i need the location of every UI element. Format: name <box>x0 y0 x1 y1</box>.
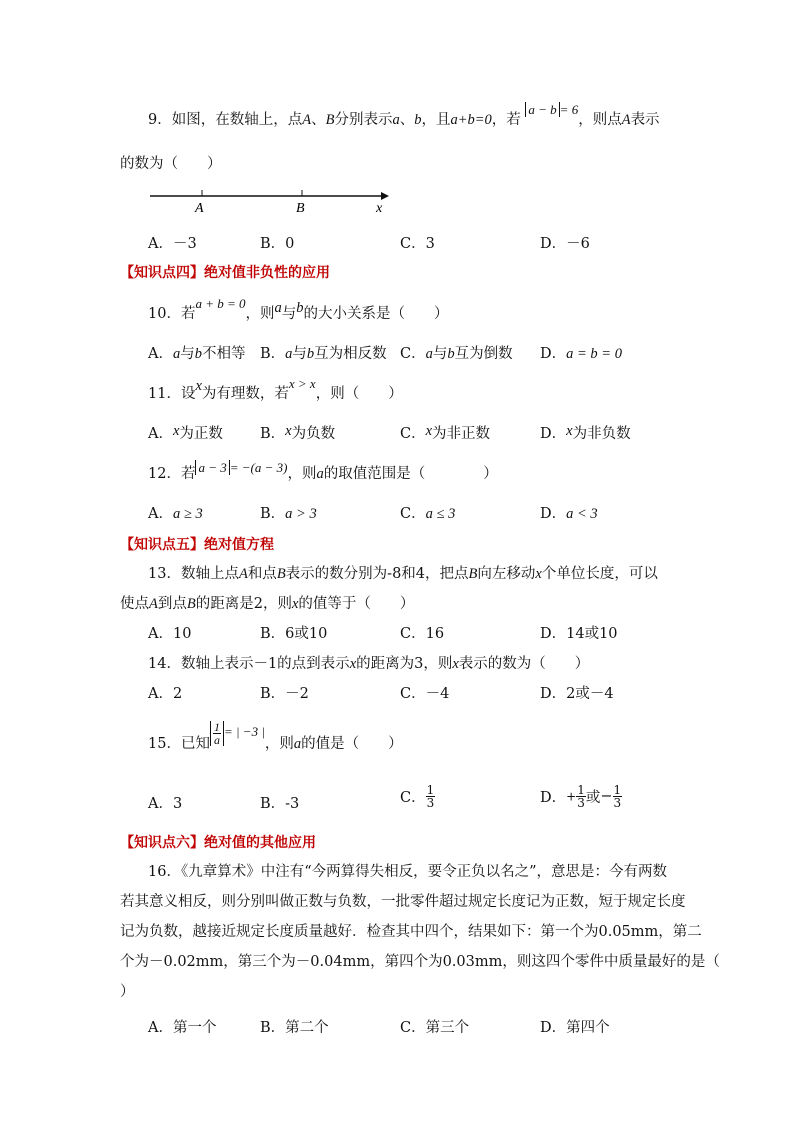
number-line <box>145 185 395 215</box>
q10-option-c[interactable] <box>400 342 513 363</box>
q11-stem <box>148 376 403 403</box>
q9-text: 表示 <box>630 112 660 128</box>
option-text: 为非正数 <box>432 426 491 442</box>
frac-denominator: 3 <box>426 796 435 810</box>
q14-var: x <box>349 656 357 672</box>
q14-text: 的距离为3，则 <box>356 656 453 672</box>
option-var: x <box>566 423 573 439</box>
q15-option-b[interactable]: B．-3 <box>260 796 300 812</box>
q12-stem <box>148 462 498 483</box>
option-var: x <box>425 423 433 439</box>
q13-text: 的距离是2，则 <box>195 596 292 612</box>
option-letter: A． <box>148 346 173 362</box>
q14-option-b[interactable]: B．－2 <box>260 686 309 702</box>
option-math: a < 3 <box>566 506 598 522</box>
q11-option-d[interactable] <box>540 422 631 443</box>
q10-text: 与 <box>281 306 297 322</box>
q9-abs-rhs: = 6 <box>559 102 579 117</box>
q10-stem <box>148 296 449 323</box>
q13-option-d[interactable]: D．14或10 <box>540 626 618 642</box>
q13-var: B <box>186 596 196 612</box>
q9-var: A <box>621 112 631 128</box>
q15-text: 的值是（ ） <box>301 736 403 752</box>
q15-frac <box>213 721 221 746</box>
option-math: a ≤ 3 <box>425 506 456 522</box>
q13-var: B <box>468 566 478 582</box>
q14-text: 14．数轴上表示－1的点到表示 <box>148 656 350 672</box>
option-letter: C． <box>400 426 426 442</box>
q16-line5: ） <box>120 984 135 1000</box>
option-var: a <box>172 346 181 362</box>
option-frac <box>576 784 586 809</box>
option-math: a ≥ 3 <box>172 506 203 522</box>
q15-var: a <box>293 736 302 752</box>
q9-abs-math <box>525 102 578 117</box>
q12-abs-expr: a − 3 <box>195 460 229 475</box>
q13-var: A <box>149 596 158 612</box>
q10-option-b[interactable] <box>260 342 387 363</box>
q12-text: ，则 <box>287 466 317 482</box>
axis-label-x: x <box>376 201 383 215</box>
q13-line1 <box>148 562 658 583</box>
q9-text: 、 <box>311 112 326 128</box>
q15-option-d[interactable] <box>540 784 622 809</box>
option-var: b <box>306 346 315 362</box>
q15-math <box>210 719 265 747</box>
q10-math: a + b = 0 <box>195 296 246 311</box>
q9-option-d[interactable]: D．－6 <box>540 236 590 252</box>
q10-var: a <box>274 300 282 316</box>
option-var: b <box>447 346 455 362</box>
q9-text: 分别表示 <box>334 112 393 128</box>
q9-option-a[interactable]: A．－3 <box>148 236 197 252</box>
q9-text: 、 <box>399 112 415 128</box>
frac-numerator: 1 <box>426 783 435 797</box>
option-text: 互为相反数 <box>314 346 387 362</box>
q15-text: 15．已知 <box>148 736 210 752</box>
q14-option-c[interactable]: C．－4 <box>400 686 450 702</box>
q16-line3: 记为负数，越接近规定长度质量越好．检查其中四个，结果如下：第一个为0.05mm，第二 <box>120 924 702 940</box>
section-heading-5: 【知识点五】绝对值方程 <box>120 537 274 553</box>
option-letter: C． <box>400 790 426 806</box>
q9-abs-expr: a − b <box>525 102 559 117</box>
q15-abs <box>210 721 224 746</box>
q9-text: ，若 <box>491 112 521 128</box>
option-var: x <box>172 423 180 439</box>
frac-denominator: 3 <box>613 796 622 810</box>
option-text: 或 <box>585 790 601 806</box>
option-text: 互为倒数 <box>454 346 513 362</box>
option-text: 为负数 <box>291 426 336 442</box>
q9-var: b <box>414 112 422 128</box>
option-text: 为非负数 <box>572 426 631 442</box>
option-sign: + <box>566 789 577 804</box>
q10-text: 10．若 <box>148 306 196 322</box>
option-letter: D． <box>540 506 567 522</box>
q9-var: A <box>302 112 312 128</box>
option-letter: B． <box>260 506 286 522</box>
q13-text: 使点 <box>120 596 149 612</box>
q13-line2 <box>120 592 414 613</box>
option-var: a <box>285 346 293 362</box>
q12-option-a[interactable] <box>148 502 203 523</box>
q9-option-b[interactable]: B．0 <box>260 236 295 252</box>
section-heading-6: 【知识点六】绝对值的其他应用 <box>120 835 316 851</box>
option-text: 与 <box>432 346 448 362</box>
q12-rhs: = −(a − 3) <box>229 460 288 475</box>
option-var: x <box>285 423 292 439</box>
q14-option-a[interactable]: A．2 <box>148 686 183 702</box>
option-letter: A． <box>148 506 173 522</box>
q15-text: ，则 <box>264 736 294 752</box>
q11-option-c[interactable] <box>400 422 490 443</box>
q16-line4: 个为－0.02mm，第三个为－0.04mm，第四个为0.03mm，则这四个零件中质量最好的是（ <box>120 954 720 970</box>
option-letter: B． <box>260 346 286 362</box>
q16-option-c[interactable]: C．第三个 <box>400 1020 470 1036</box>
q10-text: 的大小关系是（ ） <box>303 306 449 322</box>
q11-option-b[interactable] <box>260 422 335 443</box>
option-letter: C． <box>400 506 426 522</box>
q13-text: 表示的数分别为-8和4，把点 <box>285 566 469 582</box>
option-text: 与 <box>180 346 195 362</box>
q12-math <box>195 460 287 475</box>
q16-option-a[interactable]: A．第一个 <box>148 1020 217 1036</box>
q9-option-c[interactable]: C．3 <box>400 236 435 252</box>
q9-line2: 的数为（ ） <box>120 156 222 172</box>
q9-var: a <box>392 112 400 128</box>
q10-text: ，则 <box>245 306 275 322</box>
q16-option-b[interactable]: B．第二个 <box>260 1020 329 1036</box>
q11-text: 为有理数，若 <box>201 386 289 402</box>
q9-math: a+b=0 <box>450 112 492 128</box>
option-text: 与 <box>292 346 307 362</box>
option-letter: B． <box>260 426 286 442</box>
q10-var: b <box>296 300 304 316</box>
q11-text: 11．设 <box>148 386 196 402</box>
option-math: a = b = 0 <box>566 346 622 362</box>
option-frac <box>426 784 436 809</box>
option-letter: C． <box>400 346 426 362</box>
option-letter: D． <box>540 346 567 362</box>
q13-text: 到点 <box>157 596 187 612</box>
q10-option-a[interactable] <box>148 342 245 363</box>
q13-var: x <box>291 596 299 612</box>
q13-var: x <box>535 566 542 582</box>
q9-var: B <box>325 112 335 128</box>
q15-option-c[interactable] <box>400 784 435 809</box>
q9-text: ，则点 <box>578 112 622 128</box>
frac-numerator: 1 <box>213 719 220 734</box>
q16-line1: 16．《九章算术》中注有“今两算得失相反，要令正负以名之”，意思是：今有两数 <box>148 864 668 880</box>
option-var: b <box>194 346 202 362</box>
option-text: 不相等 <box>201 346 246 362</box>
q12-option-d[interactable] <box>540 502 598 523</box>
q14-text: 表示的数为（ ） <box>458 656 590 672</box>
option-letter: D． <box>540 790 567 806</box>
q9-text: ，且 <box>421 112 451 128</box>
q9-line1 <box>148 102 660 129</box>
q12-option-b[interactable] <box>260 502 317 523</box>
q13-text: 和点 <box>247 566 277 582</box>
q12-text: 的取值范围是（ ） <box>323 466 498 482</box>
q14-stem <box>148 652 589 673</box>
option-sign: − <box>600 788 613 805</box>
option-letter: D． <box>540 426 567 442</box>
q16-line2: 若其意义相反，则分别叫做正数与负数，一批零件超过规定长度记为正数，短于规定长度 <box>120 894 686 910</box>
q13-option-c[interactable]: C．16 <box>400 626 445 642</box>
option-math: a > 3 <box>285 506 317 522</box>
q15-rhs: = | −3 | <box>223 724 265 739</box>
q12-option-c[interactable] <box>400 502 455 523</box>
q13-text: 个单位长度，可以 <box>541 566 658 582</box>
option-text: 为正数 <box>179 426 223 442</box>
frac-numerator: 1 <box>613 783 622 797</box>
axis-arrow <box>381 192 389 200</box>
q13-var: B <box>276 566 286 582</box>
option-frac <box>613 784 623 809</box>
q13-text: 向左移动 <box>477 566 536 582</box>
q14-option-d[interactable]: D．2或－4 <box>540 686 614 702</box>
q16-option-d[interactable]: D．第四个 <box>540 1020 610 1036</box>
frac-denominator: a <box>213 732 220 747</box>
frac-denominator: 3 <box>577 796 585 810</box>
q13-var: A <box>238 566 248 582</box>
q11-math: x > x <box>288 376 316 391</box>
q9-text: 9．如图，在数轴上，点 <box>148 112 303 128</box>
q11-option-a[interactable] <box>148 422 223 443</box>
q11-var: x <box>195 378 202 394</box>
q15-stem <box>148 719 403 758</box>
q13-option-b[interactable]: B．6或10 <box>260 626 328 642</box>
q15-option-a[interactable]: A．3 <box>148 796 183 812</box>
q13-text: 的值等于（ ） <box>298 596 415 612</box>
q11-text: ，则（ ） <box>315 386 403 402</box>
frac-numerator: 1 <box>577 783 585 797</box>
q10-option-d[interactable] <box>540 342 622 363</box>
axis-label-A: A <box>195 201 204 215</box>
option-var: a <box>425 346 433 362</box>
option-letter: A． <box>148 426 173 442</box>
q14-var: x <box>452 656 459 672</box>
section-heading-4: 【知识点四】绝对值非负性的应用 <box>120 265 330 281</box>
axis-label-B: B <box>296 201 305 215</box>
q13-option-a[interactable]: A．10 <box>148 626 192 642</box>
q12-text: 12．若 <box>148 466 196 482</box>
q13-text: 13．数轴上点 <box>148 566 239 582</box>
q12-var: a <box>316 466 324 482</box>
